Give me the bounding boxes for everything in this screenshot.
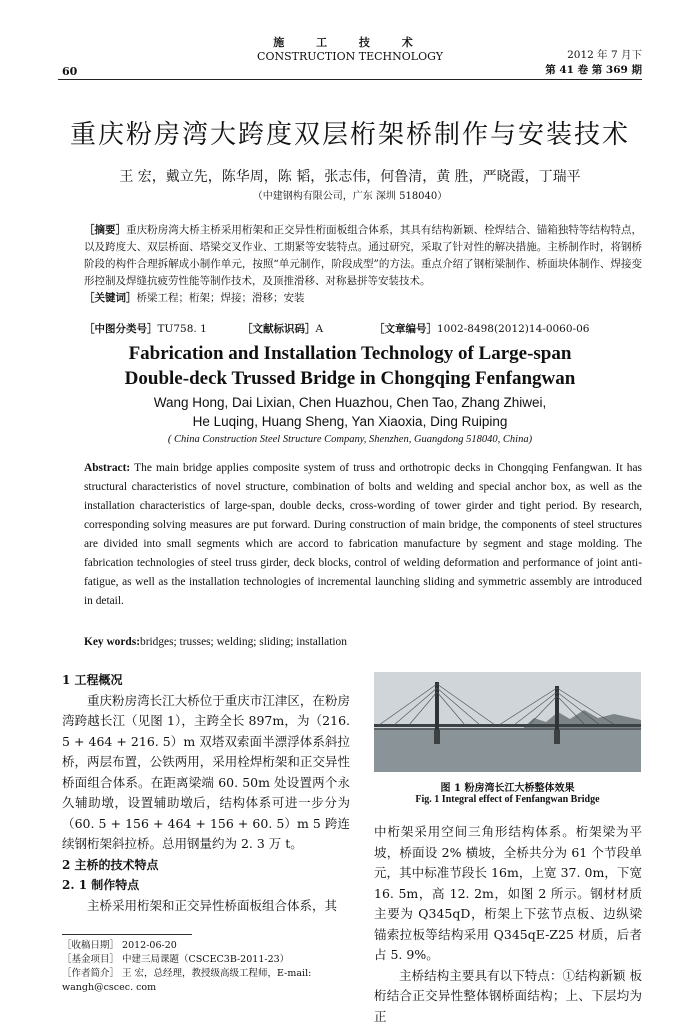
footnotes bbox=[62, 939, 350, 995]
affiliation-en: ( China Construction Steel Structure Company, Shenzhen, Guangdong 518040, China) bbox=[40, 434, 660, 445]
article-value: 1002-8498(2012)14-0060-06 bbox=[437, 323, 589, 335]
abstract-cn-text: 重庆粉房湾大桥主桥采用桁架和正交异性桁面板组合体系，其具有结构新颖、栓焊结合、锚箱独特等结构特点，以及跨度大、双层桥面、塔梁交叉作业、工期紧等安装特点。通过研究，采取了针对性的解决措施。主桥制作时，将钢桥阶段的构件合理拆解成小制作单元，按照“单元制作，阶段成型”的方法。重点介绍了钢桁梁制作、桥面块体制作、焊接变形控制及焊缝抗疲劳性能等制作技术，及顶推滑移、对称悬拼等安装技术。 bbox=[84, 224, 642, 287]
section1-paragraph: 重庆粉房湾长江大桥位于重庆市江津区，在粉房湾跨越长江（见图 1），主跨全长 897m，为（216. 5 + 464 + 216. 5）m 双塔双索面半漂浮体系斜拉桥，两层布置，公铁两用，采用栓焊桁架和正交异性桥面组合体系。在距离梁端 60. 50m 处设置两个永久辅助墩，设置辅助墩后，结构体系可进一步分为（60. 5 + 156 + 464 + 156 + 60. 5）m 5 跨连续钢桁架斜拉桥。总用钢量约为 2. 3 万 t。 bbox=[62, 691, 350, 855]
volume-issue: 第 41 卷 第 369 期 bbox=[545, 63, 642, 78]
keywords-en-text: bridges; trusses; welding; sliding; installation bbox=[140, 636, 347, 648]
page-number: 60 bbox=[62, 65, 77, 78]
river bbox=[374, 730, 641, 772]
right-paragraph-1: 中桁架采用空间三角形结构体系。桁架梁为平坡，桥面设 2% 横坡，全桥共分为 61 个节段单元，其中标准节段长 16m，上宽 37. 0m，下宽 16. 5m，高 12. 2m，如图 2 所示。钢材材质主要为 Q345qD，桁架上下弦节点板、边纵梁锚索拉板等结构采用 Q345qE-Z25 材质，后者占 5. 9%。 bbox=[374, 822, 642, 966]
clc-label: ［中图分类号］ bbox=[84, 323, 158, 335]
article-title-en bbox=[40, 341, 660, 391]
body-right-column bbox=[374, 822, 642, 1027]
doc-value: A bbox=[316, 323, 324, 335]
article-number bbox=[374, 321, 589, 336]
keywords-en-label: Key words: bbox=[84, 636, 140, 648]
footnote-received: ［收稿日期］ 2012-06-20 bbox=[62, 939, 350, 953]
body-left-column bbox=[62, 670, 350, 916]
bridge-deck bbox=[374, 724, 641, 727]
footnote-rule bbox=[62, 934, 192, 935]
pylon-right bbox=[555, 686, 559, 730]
abstract-cn-label: ［摘要］ bbox=[84, 224, 126, 236]
abstract-en-text: The main bridge applies composite system of truss and orthotropic decks in Chongqing Fenfangwan. It has structural characteristics of novel structure, combination of bolts and welding and special anchor box, as well as the installation characteristics of large-span, double decks, cross-wording of tower girder and tight period. By research, corresponding solving measures are put forward. During construction of main bridge, the components of steel structures are divided into small segments which are accord to fabrication manufacture by segment and stage molding. The fabrication technologies of steel truss girder, deck blocks, control of welding deformation and performance of joint anti-fatigue, as well as the installation technologies of incremental launching sliding and symmetric assembly are introduced in detail. bbox=[84, 462, 642, 607]
clc-value: TU758. 1 bbox=[158, 323, 207, 335]
abstract-cn bbox=[84, 222, 642, 307]
journal-name-en: CONSTRUCTION TECHNOLOGY bbox=[250, 50, 450, 64]
section2-heading: 2 主桥的技术特点 bbox=[62, 855, 350, 876]
issue-info bbox=[545, 48, 642, 78]
article-title-cn: 重庆粉房湾大跨度双层桁架桥制作与安装技术 bbox=[40, 114, 660, 151]
keywords-cn-label: ［关键词］ bbox=[84, 292, 137, 304]
authors-en-line2: He Luqing, Huang Sheng, Yan Xiaoxia, Ding Ruiping bbox=[40, 412, 660, 431]
doc-label: ［文献标识码］ bbox=[242, 323, 316, 335]
doc-code bbox=[242, 321, 323, 336]
article-label: ［文章编号］ bbox=[374, 323, 437, 335]
figure-1-caption-en: Fig. 1 Integral effect of Fenfangwan Bridge bbox=[374, 794, 641, 805]
section2-paragraph: 主桥采用桁架和正交异性桥面板组合体系，其 bbox=[62, 896, 350, 917]
keywords-en bbox=[84, 636, 642, 648]
section1-heading: 1 工程概况 bbox=[62, 670, 350, 691]
figure-1-bridge-photo bbox=[374, 672, 641, 772]
affiliation-cn: （中建钢构有限公司，广东 深圳 518040） bbox=[40, 187, 660, 202]
figure-1-caption-cn: 图 1 粉房湾长江大桥整体效果 bbox=[374, 779, 641, 794]
journal-header bbox=[250, 36, 450, 64]
issue-date: 2012 年 7 月下 bbox=[545, 48, 642, 63]
bridge-lower-deck bbox=[374, 728, 641, 730]
right-paragraph-2: 主桥结构主要具有以下特点：①结构新颖 板桁结合正交异性整体钢桥面结构；上、下层均为正 bbox=[374, 966, 642, 1027]
footnote-fund: ［基金项目］ 中建三局课题（CSCEC3B-2011-23） bbox=[62, 953, 350, 967]
footnote-author: ［作者简介］ 王 宏，总经理，教授级高级工程师，E-mail: wangh@cscec. com bbox=[62, 967, 350, 995]
section2-1-heading: 2. 1 制作特点 bbox=[62, 875, 350, 896]
authors-en bbox=[40, 393, 660, 431]
title-en-line2: Double-deck Trussed Bridge in Chongqing Fenfangwan bbox=[40, 366, 660, 391]
abstract-en-label: Abstract: bbox=[84, 462, 130, 474]
journal-name-cn: 施 工 技 术 bbox=[250, 36, 450, 50]
keywords-cn-text: 桥梁工程；桁架；焊接；滑移；安装 bbox=[137, 292, 305, 304]
authors-en-line1: Wang Hong, Dai Lixian, Chen Huazhou, Chen Tao, Zhang Zhiwei, bbox=[40, 393, 660, 412]
clc-code bbox=[84, 321, 207, 336]
title-en-line1: Fabrication and Installation Technology of Large-span bbox=[40, 341, 660, 366]
abstract-en bbox=[84, 459, 642, 611]
header-rule bbox=[58, 79, 642, 80]
authors-cn: 王 宏，戴立先，陈华周，陈 韬，张志伟，何鲁清，黄 胜，严晓霞，丁瑞平 bbox=[40, 166, 660, 186]
